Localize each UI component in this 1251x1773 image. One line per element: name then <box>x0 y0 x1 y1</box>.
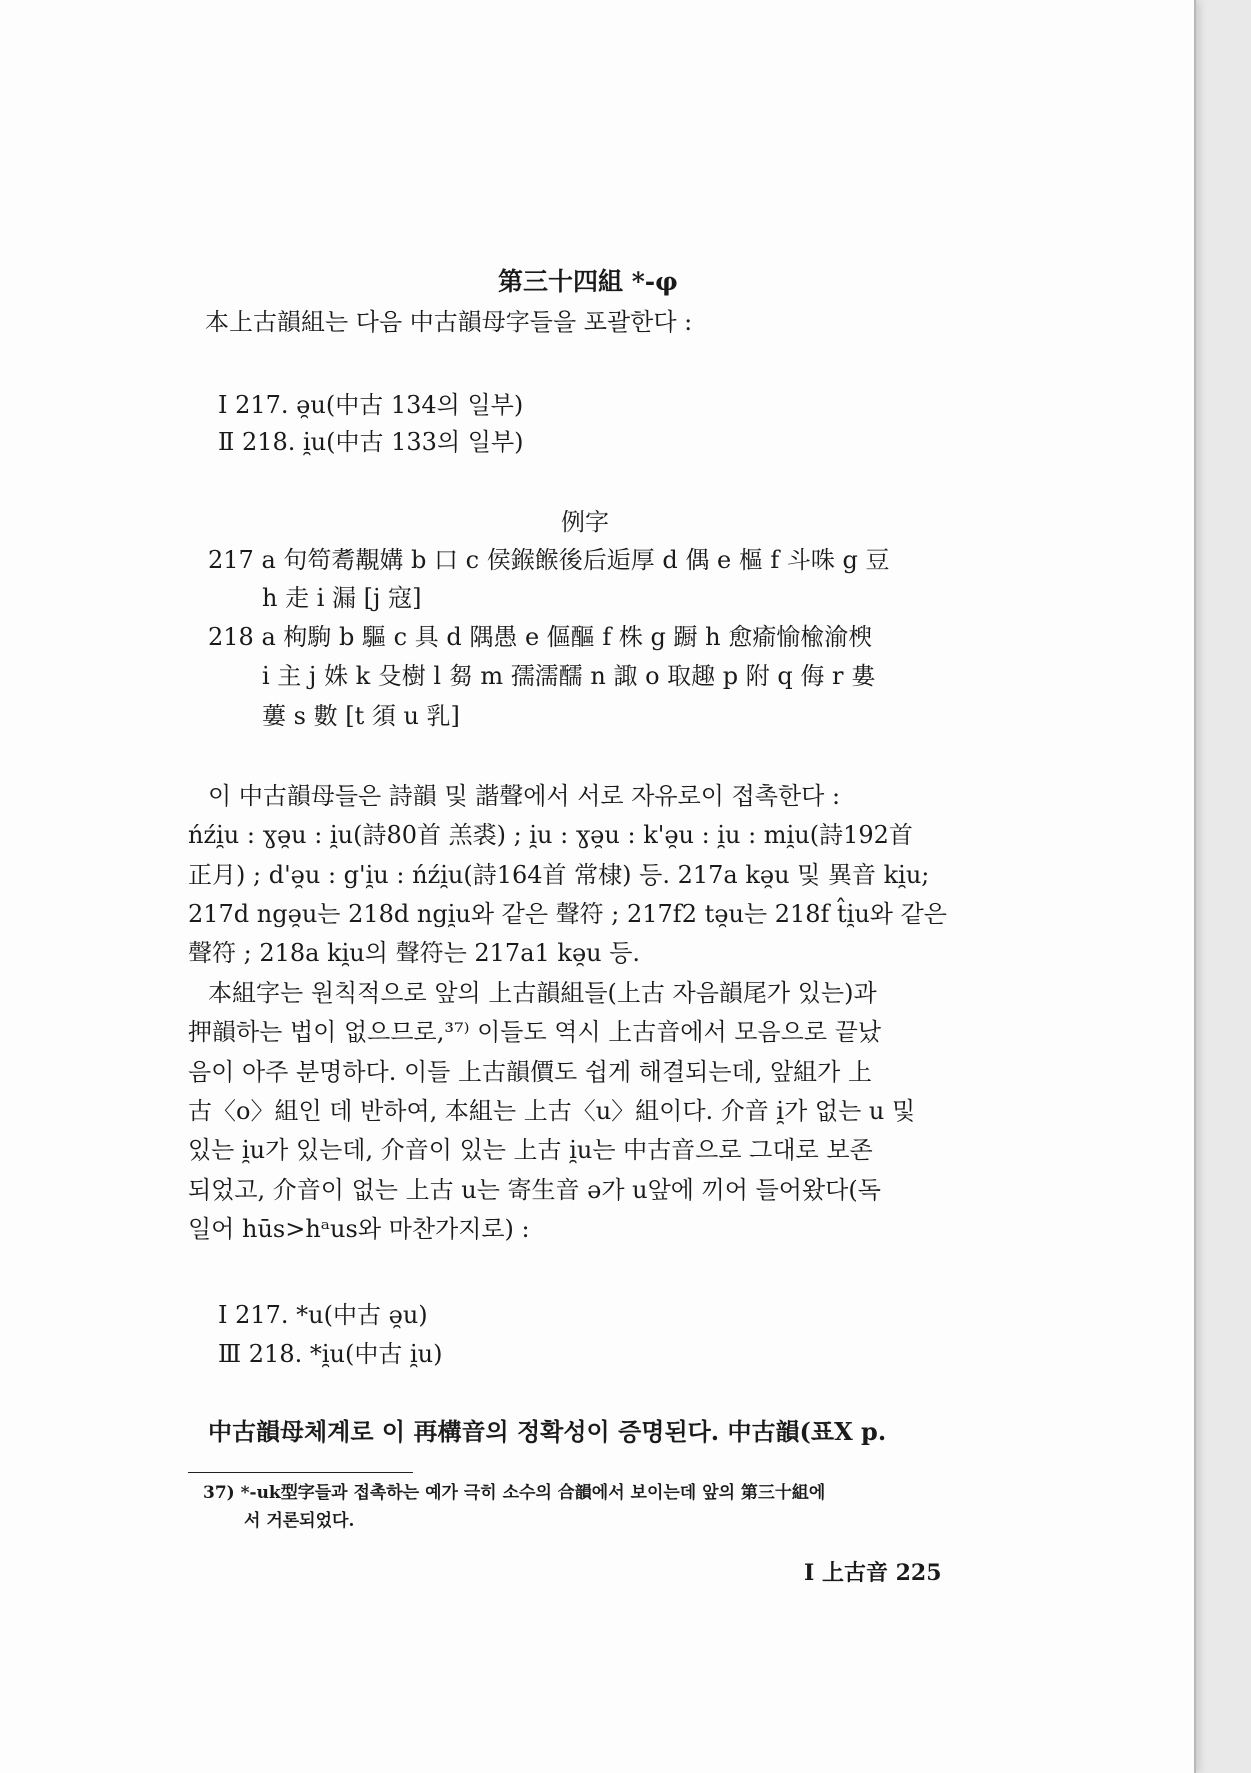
closing-line: 中古韻母체계로 이 再構音의 정확성이 증명된다. 中古韻(표X p. <box>208 1417 887 1446</box>
paragraph-line: 음이 아주 분명하다. 이들 上古韻價도 쉽게 해결되는데, 앞組가 上 <box>188 1058 872 1086</box>
reconstruction-list-item: Ⅲ 218. *i̯u(中古 i̯u) <box>218 1340 443 1368</box>
paragraph-line: ńźi̯u : ɣə̯u : i̯u(詩80首 羔裘) ; i̯u : ɣə̯u : k'ə̯u : i̯u : mi̯u(詩192首 <box>188 821 913 849</box>
paragraph-line: 聲符 ; 218a ki̯u의 聲符는 217a1 kə̯u 등. <box>188 939 641 967</box>
example-line: 217 a 句笱耈覯媾 b 口 c 侯鍭餱後后逅厚 d 偶 e 樞 f 斗咮 g 豆 <box>208 546 890 574</box>
example-line: 蔞 s 數 [t 須 u 乳] <box>262 702 460 730</box>
paragraph-line: 本組字는 원칙적으로 앞의 上古韻組들(上古 자음韻尾가 있는)과 <box>208 979 877 1007</box>
reconstruction-list-item: Ⅰ 217. *u(中古 ə̯u) <box>218 1301 428 1329</box>
examples-heading: 例字 <box>561 508 609 536</box>
section-heading: 第三十四組 *-φ <box>498 267 678 296</box>
finals-list-item: Ⅱ 218. i̯u(中古 133의 일부) <box>218 428 524 456</box>
paragraph-line: 押韻하는 법이 없으므로,³⁷⁾ 이들도 역시 上古音에서 모음으로 끝났 <box>188 1018 882 1046</box>
paragraph-line: 있는 i̯u가 있는데, 介音이 있는 上古 i̯u는 中古音으로 그대로 보존 <box>188 1136 873 1164</box>
paragraph-line: 일어 hūs>hᵃus와 마찬가지로) : <box>188 1215 530 1243</box>
paragraph-line: 되었고, 介音이 없는 上古 u는 寄生音 ə가 u앞에 끼어 들어왔다(독 <box>188 1176 881 1204</box>
footnote-line: 37) *-uk型字들과 접촉하는 예가 극히 소수의 合韻에서 보이는데 앞의 第三十組에 <box>203 1483 826 1503</box>
paragraph-line: 이 中古韻母들은 詩韻 및 諧聲에서 서로 자유로이 접촉한다 : <box>208 782 841 810</box>
paragraph-line: 古〈o〉組인 데 반하여, 本組는 上古〈u〉組이다. 介音 i̯가 없는 u 및 <box>188 1097 916 1125</box>
paragraph-line: 正月) ; d'ə̯u : g'i̯u : ńźi̯u(詩164首 常棣) 등. 217a kə̯u 및 異音 ki̯u; <box>188 861 930 889</box>
footnote-line: 서 거론되었다. <box>244 1511 355 1531</box>
finals-list-item: Ⅰ 217. ə̯u(中古 134의 일부) <box>218 391 524 419</box>
example-line: 218 a 枸駒 b 驅 c 具 d 隅愚 e 傴醧 f 株 g 蹰 h 愈瘉愉楡渝楰 <box>208 623 873 651</box>
page-folio: Ⅰ 上古音 225 <box>804 1560 942 1586</box>
example-line: h 走 i 漏 [j 寇] <box>262 584 422 612</box>
example-line: i 主 j 姝 k 殳樹 l 芻 m 孺濡醹 n 諏 o 取趣 p 附 q 侮 r 婁 <box>262 662 876 690</box>
intro-line: 本上古韻組는 다음 中古韻母字들을 포괄한다 : <box>205 308 693 336</box>
paragraph-line: 217d ngə̯u는 218d ngi̯u와 같은 聲符 ; 217f2 tə̯u는 218f t̂i̯u와 같은 <box>188 900 947 928</box>
footnote-divider <box>188 1472 413 1473</box>
